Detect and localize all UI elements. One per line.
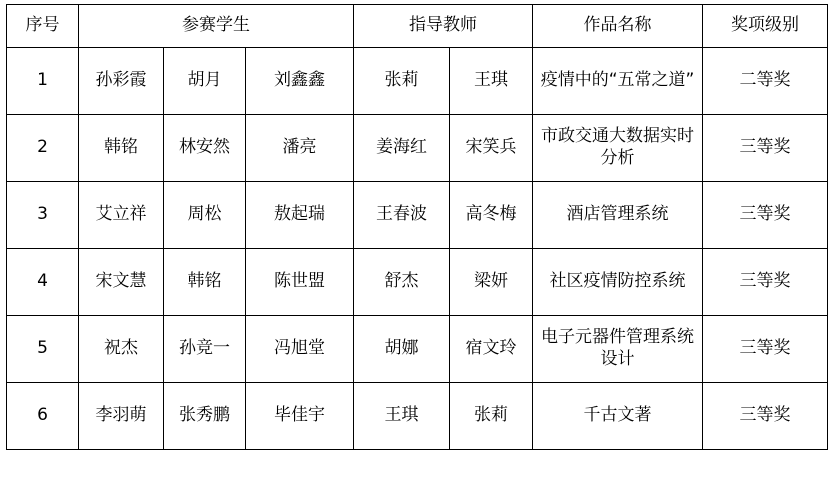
cell-work: 疫情中的“五常之道”	[533, 48, 703, 115]
cell-student-2: 韩铭	[164, 249, 246, 316]
table-row	[7, 249, 828, 316]
cell-student-3: 刘鑫鑫	[246, 48, 354, 115]
cell-student-3: 冯旭堂	[246, 316, 354, 383]
table-header-row	[7, 5, 828, 48]
cell-no: 5	[7, 316, 79, 383]
cell-award: 三等奖	[703, 249, 828, 316]
cell-no: 2	[7, 115, 79, 182]
cell-teacher-1: 王春波	[354, 182, 450, 249]
table-row	[7, 383, 828, 450]
column-header-no: 序号	[7, 5, 79, 48]
cell-student-3: 敖起瑞	[246, 182, 354, 249]
cell-award: 三等奖	[703, 383, 828, 450]
table-row	[7, 48, 828, 115]
cell-teacher-2: 张莉	[450, 383, 533, 450]
column-header-award: 奖项级别	[703, 5, 828, 48]
cell-student-2: 林安然	[164, 115, 246, 182]
cell-teacher-1: 王琪	[354, 383, 450, 450]
cell-student-1: 艾立祥	[79, 182, 164, 249]
cell-student-1: 李羽萌	[79, 383, 164, 450]
cell-student-3: 毕佳宇	[246, 383, 354, 450]
cell-no: 4	[7, 249, 79, 316]
cell-no: 6	[7, 383, 79, 450]
cell-work: 酒店管理系统	[533, 182, 703, 249]
cell-student-3: 陈世盟	[246, 249, 354, 316]
cell-work: 电子元器件管理系统设计	[533, 316, 703, 383]
cell-teacher-2: 宿文玲	[450, 316, 533, 383]
cell-student-2: 周松	[164, 182, 246, 249]
table-body	[7, 48, 828, 450]
cell-student-1: 孙彩霞	[79, 48, 164, 115]
table-row	[7, 115, 828, 182]
cell-student-1: 韩铭	[79, 115, 164, 182]
cell-teacher-2: 王琪	[450, 48, 533, 115]
cell-teacher-1: 姜海红	[354, 115, 450, 182]
table-row	[7, 182, 828, 249]
cell-work: 千古文著	[533, 383, 703, 450]
column-header-work: 作品名称	[533, 5, 703, 48]
cell-student-2: 胡月	[164, 48, 246, 115]
cell-teacher-2: 宋笑兵	[450, 115, 533, 182]
cell-student-2: 孙竞一	[164, 316, 246, 383]
cell-teacher-1: 张莉	[354, 48, 450, 115]
cell-award: 二等奖	[703, 48, 828, 115]
cell-teacher-1: 胡娜	[354, 316, 450, 383]
cell-student-2: 张秀鹏	[164, 383, 246, 450]
cell-no: 3	[7, 182, 79, 249]
cell-award: 三等奖	[703, 115, 828, 182]
award-results-table	[6, 4, 828, 450]
column-header-students: 参赛学生	[79, 5, 354, 48]
cell-student-3: 潘亮	[246, 115, 354, 182]
cell-work: 市政交通大数据实时分析	[533, 115, 703, 182]
cell-student-1: 祝杰	[79, 316, 164, 383]
cell-award: 三等奖	[703, 182, 828, 249]
cell-work: 社区疫情防控系统	[533, 249, 703, 316]
table-row	[7, 316, 828, 383]
cell-teacher-2: 梁妍	[450, 249, 533, 316]
cell-no: 1	[7, 48, 79, 115]
cell-teacher-1: 舒杰	[354, 249, 450, 316]
cell-award: 三等奖	[703, 316, 828, 383]
cell-teacher-2: 高冬梅	[450, 182, 533, 249]
cell-student-1: 宋文慧	[79, 249, 164, 316]
column-header-teachers: 指导教师	[354, 5, 533, 48]
